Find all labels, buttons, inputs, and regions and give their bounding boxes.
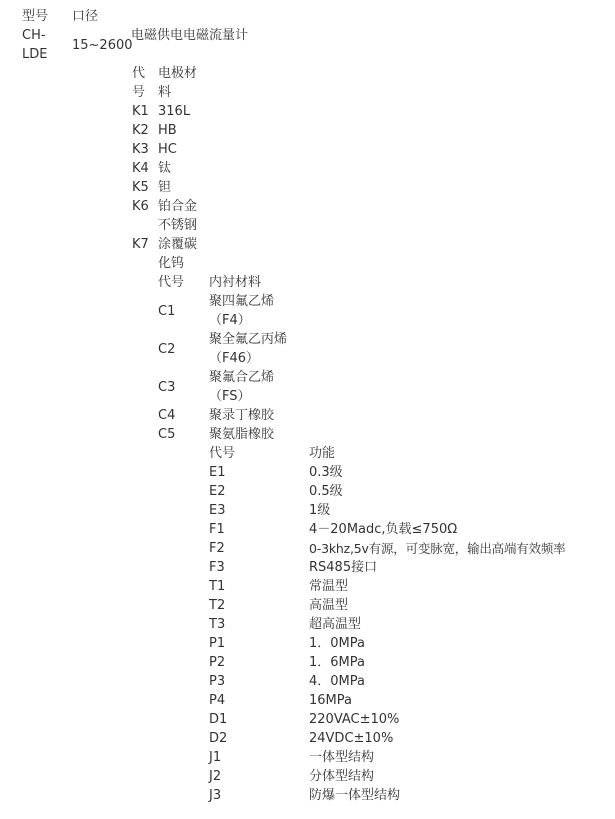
function-code-j2: J2 — [209, 769, 222, 784]
model-header: 型号 — [22, 9, 49, 24]
electrode-code-k4: K4 — [132, 161, 149, 176]
lining-code-header: 代号 — [158, 275, 185, 290]
function-value-f2: 0-3khz,5v有源，可变脉宽，输出高端有效频率 — [309, 541, 566, 556]
electrode-code-k1: K1 — [132, 104, 149, 119]
function-code-f3: F3 — [209, 560, 225, 575]
electrode-material-k1: 316L — [158, 104, 191, 119]
function-value-t3: 超高温型 — [309, 617, 362, 632]
function-value-j1: 一体型结构 — [309, 750, 375, 765]
function-code-p3: P3 — [209, 674, 226, 689]
function-value-d1: 220VAC±10% — [309, 712, 400, 727]
lining-code-c2: C2 — [158, 342, 176, 357]
function-code-d2: D2 — [209, 731, 228, 746]
electrode-material-k7-line-1: 不锈钢 — [158, 218, 198, 233]
lining-material-c5: 聚氨脂橡胶 — [209, 427, 275, 442]
lining-material-c4: 聚录丁橡胶 — [209, 408, 275, 423]
electrode-code-k7: K7 — [132, 237, 149, 252]
function-code-e3: E3 — [209, 503, 226, 518]
caliber-value: 15~2600 — [72, 38, 133, 53]
function-code-t1: T1 — [209, 579, 226, 594]
lining-material-c2-line-1: 聚全氟乙丙烯 — [209, 332, 288, 347]
caliber-header: 口径 — [72, 9, 99, 24]
model-value-line-2: LDE — [22, 47, 48, 62]
function-value-t2: 高温型 — [309, 598, 349, 613]
electrode-material-k4: 钛 — [158, 161, 172, 176]
electrode-code-k3: K3 — [132, 142, 149, 157]
function-value-t1: 常温型 — [309, 579, 349, 594]
electrode-material-header-line-2: 料 — [158, 85, 172, 100]
electrode-code-k5: K5 — [132, 180, 149, 195]
function-value-p1: 1．0MPa — [309, 636, 365, 651]
function-value-e2: 0.5级 — [309, 484, 343, 499]
electrode-material-k3: HC — [158, 142, 177, 157]
function-code-p4: P4 — [209, 693, 226, 708]
function-header: 功能 — [309, 446, 336, 461]
product-name: 电磁供电电磁流量计 — [131, 28, 249, 43]
electrode-material-header-line-1: 电极材 — [158, 66, 198, 81]
electrode-material-k5: 钽 — [158, 180, 172, 195]
electrode-material-k2: HB — [158, 123, 177, 138]
electrode-code-header-line-1: 代 — [132, 66, 146, 81]
lining-material-c1-line-2: （F4） — [209, 313, 251, 328]
electrode-code-header-line-2: 号 — [132, 85, 146, 100]
function-value-p2: 1．6MPa — [309, 655, 365, 670]
electrode-code-k6: K6 — [132, 199, 149, 214]
function-code-e2: E2 — [209, 484, 226, 499]
lining-material-header: 内衬材料 — [209, 275, 262, 290]
function-code-p1: P1 — [209, 636, 226, 651]
model-value-line-1: CH- — [22, 28, 46, 43]
function-code-f1: F1 — [209, 522, 225, 537]
function-code-t2: T2 — [209, 598, 226, 613]
function-value-d2: 24VDC±10% — [309, 731, 394, 746]
lining-material-c3-line-2: （FS） — [209, 389, 251, 404]
lining-material-c3-line-1: 聚氟合乙烯 — [209, 370, 275, 385]
function-code-j3: J3 — [209, 788, 222, 803]
function-value-p4: 16MPa — [309, 693, 352, 708]
function-value-p3: 4．0MPa — [309, 674, 365, 689]
lining-code-c5: C5 — [158, 427, 176, 442]
electrode-material-k7-line-2: 涂覆碳 — [158, 237, 198, 252]
function-value-e3: 1级 — [309, 503, 331, 518]
function-value-j3: 防爆一体型结构 — [309, 788, 401, 803]
function-value-f1: 4－20Madc,负载≤750Ω — [309, 522, 458, 537]
lining-code-c4: C4 — [158, 408, 176, 423]
function-value-j2: 分体型结构 — [309, 769, 375, 784]
function-code-d1: D1 — [209, 712, 228, 727]
function-code-j1: J1 — [209, 750, 222, 765]
electrode-material-k6: 铂合金 — [158, 199, 198, 214]
lining-code-c1: C1 — [158, 304, 176, 319]
function-value-e1: 0.3级 — [309, 465, 343, 480]
function-code-header: 代号 — [209, 446, 236, 461]
function-value-f3: RS485接口 — [309, 560, 378, 575]
function-code-e1: E1 — [209, 465, 226, 480]
function-code-p2: P2 — [209, 655, 226, 670]
function-code-f2: F2 — [209, 541, 225, 556]
lining-code-c3: C3 — [158, 380, 176, 395]
lining-material-c2-line-2: （F46） — [209, 351, 260, 366]
electrode-code-k2: K2 — [132, 123, 149, 138]
function-code-t3: T3 — [209, 617, 226, 632]
lining-material-c1-line-1: 聚四氟乙烯 — [209, 294, 275, 309]
electrode-material-k7-line-3: 化钨 — [158, 256, 185, 271]
